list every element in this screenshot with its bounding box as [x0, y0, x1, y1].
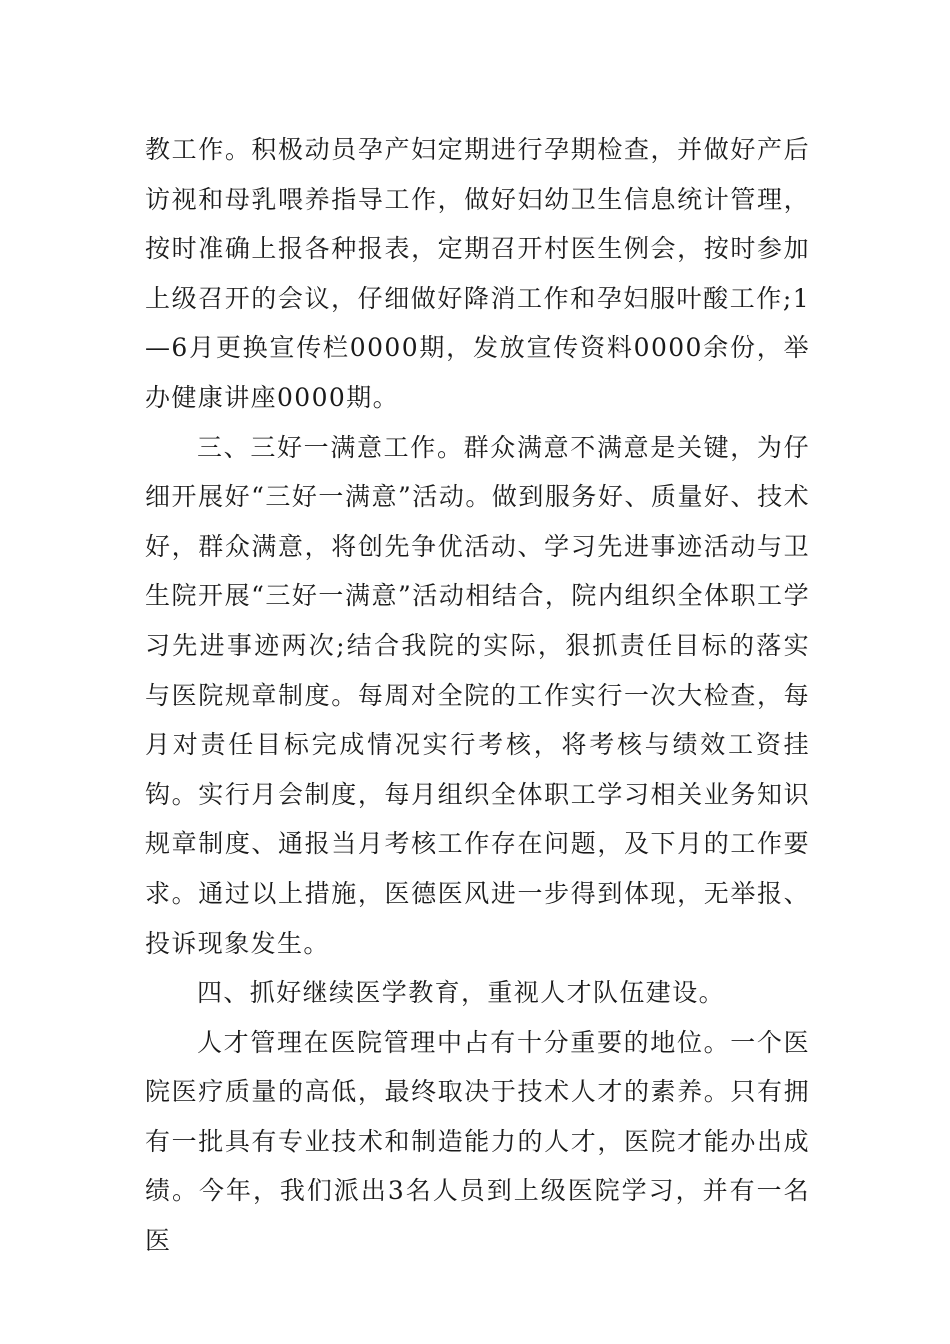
paragraph-continuing-education-heading: 四、抓好继续医学教育，重视人才队伍建设。 [197, 978, 726, 1008]
document-page [145, 125, 810, 1266]
paragraph-talent-management: 人才管理在医院管理中占有十分重要的地位。一个医院医疗质量的高低，最终取决于技术人才的素养。只有拥有一批具有专业技术和制造能力的人才，医院才能办出成绩。今年，我们派出3名人员到上级医院学习，并有一名医 [145, 1027, 810, 1256]
paragraph-maternal-health-work: 教工作。积极动员孕产妇定期进行孕期检查，并做好产后访视和母乳喂养指导工作，做好妇幼卫生信息统计管理，按时准确上报各种报表，定期召开村医生例会，按时参加上级召开的会议，仔细做好降消工作和孕妇服叶酸工作;1—6月更换宣传栏0000期，发放宣传资料0000余份，举办健康讲座0000期。 [145, 135, 810, 412]
paragraph-three-good-one-satisfied: 三、三好一满意工作。群众满意不满意是关键，为仔细开展好“三好一满意”活动。做到服务好、质量好、技术好，群众满意，将创先争优活动、学习先进事迹活动与卫生院开展“三好一满意”活动相结合，院内组织全体职工学习先进事迹两次;结合我院的实际，狠抓责任目标的落实与医院规章制度。每周对全院的工作实行一次大检查，每月对责任目标完成情况实行考核，将考核与绩效工资挂钩。实行月会制度，每月组织全体职工学习相关业务知识规章制度、通报当月考核工作存在问题，及下月的工作要求。通过以上措施，医德医风进一步得到体现，无举报、投诉现象发生。 [145, 432, 810, 958]
